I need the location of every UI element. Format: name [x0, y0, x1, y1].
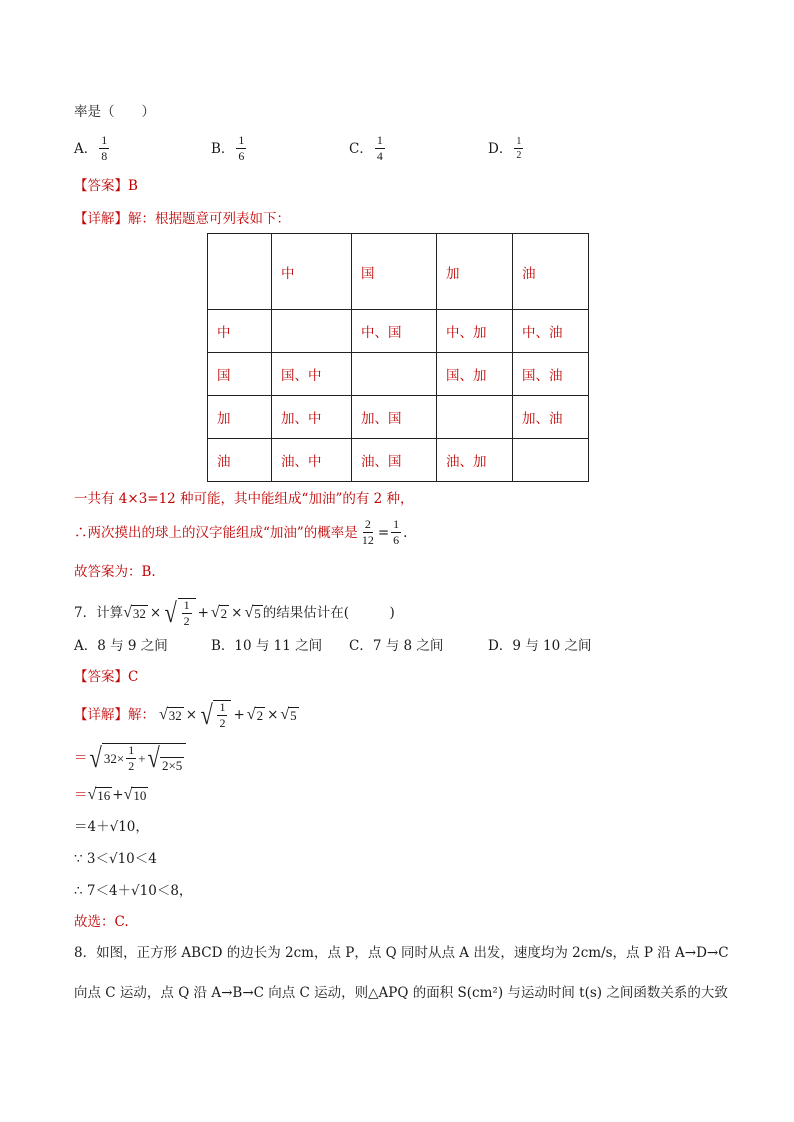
table-cell: 国 [352, 234, 437, 310]
table-cell: 中、油 [513, 310, 589, 353]
table-cell: 中 [272, 234, 352, 310]
table-cell [272, 310, 352, 353]
table-cell: 加、中 [272, 396, 352, 439]
table-row [208, 396, 589, 439]
q7-option-a: A．8 与 9 之间 [74, 638, 168, 654]
q6-conclusion: 故答案为：B. [74, 564, 156, 580]
table-cell: 中、国 [352, 310, 437, 353]
table-cell: 国 [208, 353, 272, 396]
probability-line: ∴两次摸出的球上的汉字能组成“加油”的概率是 $\frac{2}{12}$ = $\frac{1}{6}$ . [74, 517, 408, 547]
fraction-1-6: $\frac{1}{6}$ [393, 517, 400, 547]
table-cell: 国、中 [272, 353, 352, 396]
q7-step-4: ∵ 3＜√10＜4 [74, 851, 157, 867]
q7-answer: 【答案】C [74, 669, 139, 685]
table-cell [352, 353, 437, 396]
table-cell: 油、加 [437, 439, 513, 482]
option-c: C． $\frac{1}{4}$ [349, 133, 383, 163]
table-row [208, 310, 589, 353]
table-cell: 加 [437, 234, 513, 310]
q8-line-2: 向点 C 运动，点 Q 沿 A→B→C 向点 C 运动，则△APQ 的面积 S(cm²) 与运动时间 t(s) 之间函数关系的大致 [74, 985, 728, 1001]
fraction-2-12: $\frac{2}{12}$ [361, 517, 374, 547]
q7-option-c: C．7 与 8 之间 [349, 638, 444, 654]
table-cell: 国、油 [513, 353, 589, 396]
q7-conclusion: 故选：C. [74, 914, 129, 930]
table-cell: 油 [208, 439, 272, 482]
table-cell [513, 439, 589, 482]
table-cell: 油、国 [352, 439, 437, 482]
table-cell: 国、加 [437, 353, 513, 396]
option-a: A． $\frac{1}{8}$ [74, 133, 108, 163]
table-row [208, 353, 589, 396]
q7-step-2: ＝ √ 16 + √ 10 [74, 786, 147, 803]
option-d: D． $\frac{1}{2}$ [488, 136, 522, 161]
option-b: B． $\frac{1}{6}$ [211, 133, 245, 163]
table-cell: 中 [208, 310, 272, 353]
table-cell [437, 396, 513, 439]
q7-step-5: ∴ 7＜4＋√10＜8， [74, 883, 193, 899]
answer-label: 【答案】B [74, 178, 138, 194]
q8-line-1: 8．如图，正方形 ABCD 的边长为 2cm，点 P，点 Q 同时从点 A 出发，速度均为 2cm/s，点 P 沿 A→D→C [74, 945, 729, 961]
table-row [208, 439, 589, 482]
q7-detail-line: 【详解】 解： √ 32 × √ $\frac{1}{2}$ + √ 2 × √ 5 [74, 700, 297, 731]
q7-option-d: D．9 与 10 之间 [488, 638, 592, 654]
q7-step-1: ＝ √ 32× $\frac{1}{2}$ + √ 2×5 [74, 743, 186, 773]
total-outcomes-line: 一共有 4×3=12 种可能，其中能组成“加油”的有 2 种， [74, 491, 414, 507]
outcome-table [207, 233, 589, 482]
table-cell: 油 [513, 234, 589, 310]
table-cell: 加、国 [352, 396, 437, 439]
table-cell [208, 234, 272, 310]
table-cell: 油、中 [272, 439, 352, 482]
table-cell: 加 [208, 396, 272, 439]
question-stem-tail: 率是（ ） [74, 104, 155, 120]
table-cell: 加、油 [513, 396, 589, 439]
table-header-row [208, 234, 589, 310]
q7-step-3: ＝4＋√10， [74, 819, 149, 835]
table-cell: 中、加 [437, 310, 513, 353]
q7-option-b: B．10 与 11 之间 [211, 638, 323, 654]
q7-stem: 7．计算 √ 32 × √ $\frac{1}{2}$ + √ 2 × √ 5 的结果估计在( ) [74, 598, 395, 629]
detail-line: 【详解】解：根据题意可列表如下： [74, 211, 290, 227]
